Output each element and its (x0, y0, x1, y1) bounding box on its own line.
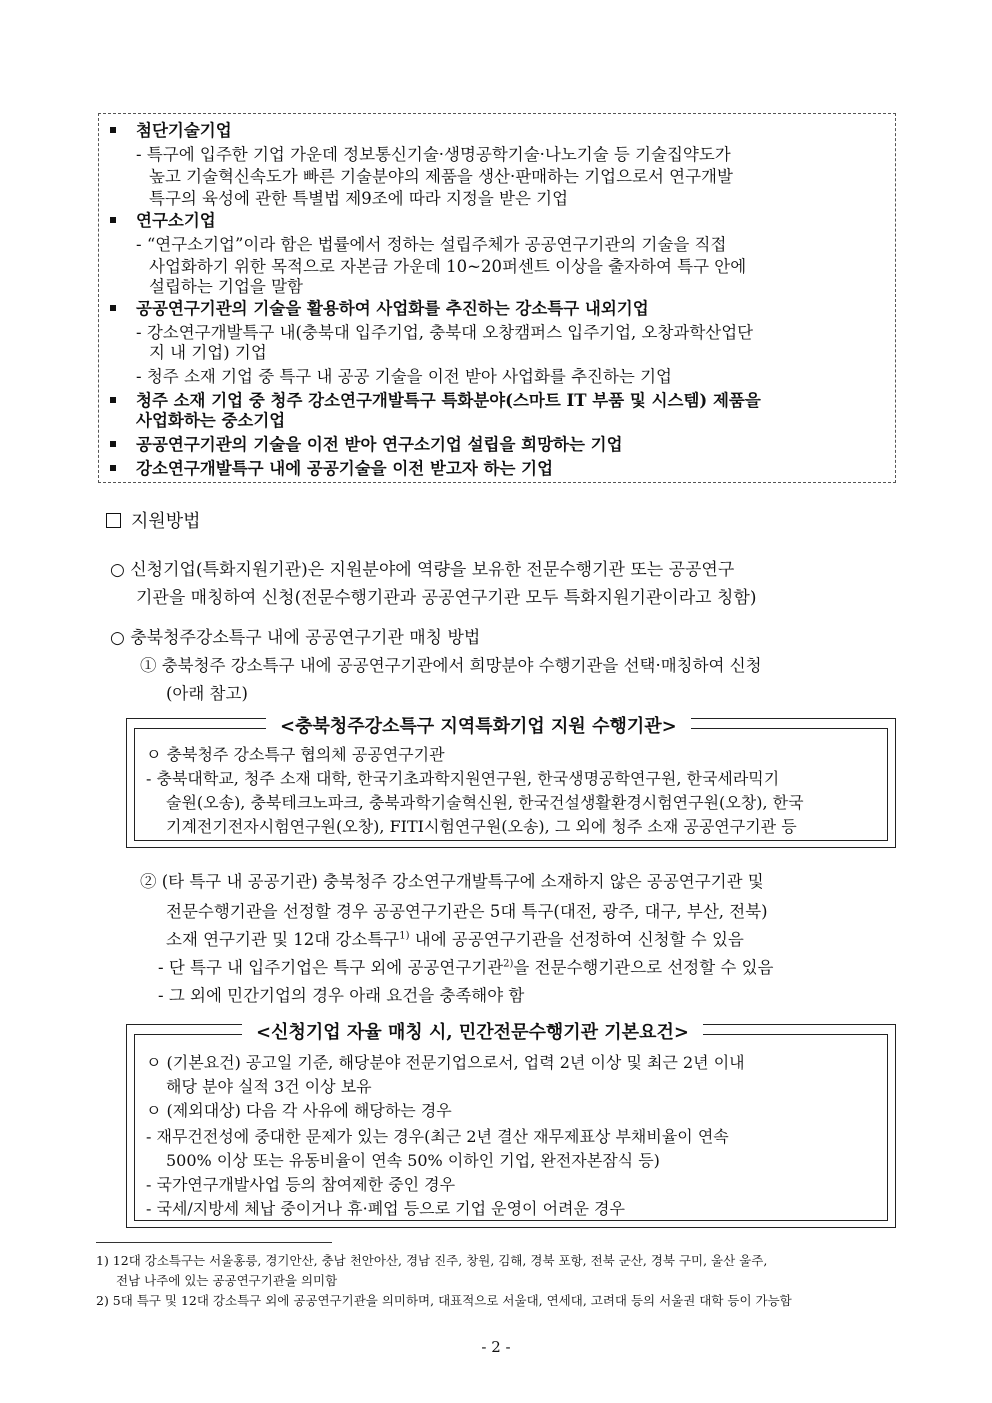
para2-line3: (아래 참고) (166, 684, 248, 703)
bullet-square-icon (110, 465, 116, 471)
frame2-line-3: - 재무건전성에 중대한 문제가 있는 경우(최근 2년 결산 재무제표상 부채비율이 연속 (146, 1127, 729, 1146)
box1-line-0: 첨단기술기업 (110, 120, 232, 141)
bullet-square-icon (110, 397, 116, 403)
para3-line3: 소재 연구기관 및 12대 강소특구$^{1)}$ 내에 공공연구기관을 선정하여 신청할 수 있음 (166, 930, 744, 949)
footnote-divider (96, 1242, 332, 1243)
para2-line2: ① 충북청주 강소특구 내에 공공연구기관에서 희망분야 수행기관을 선택·매칭하여 신청 (140, 656, 762, 675)
bullet-square-icon (110, 217, 116, 223)
para1-line1: ○ 신청기업(특화지원기관)은 지원분야에 역량을 보유한 전문수행기관 또는 공공연구 (110, 560, 735, 580)
frame2-line-1: 해당 분야 실적 3건 이상 보유 (166, 1077, 372, 1096)
box1-line-12: 청주 소재 기업 중 청주 강소연구개발특구 특화분야(스마트 IT 부품 및 시스템) 제품을 (110, 390, 761, 411)
box1-line-2: 높고 기술혁신속도가 빠른 기술분야의 제품을 생산·판매하는 기업으로서 연구개발 (149, 167, 733, 186)
box1-line-3: 특구의 육성에 관한 특별법 제9조에 따라 지정을 받은 기업 (149, 189, 569, 208)
footnote-1: 1) 12대 강소특구는 서울홍릉, 경기안산, 충남 천안아산, 경남 진주, 창원, 김해, 경북 포항, 전북 군산, 경북 구미, 울산 울주, (96, 1253, 768, 1268)
bullet-square-icon (110, 305, 116, 311)
frame1-line-2: 술원(오송), 충북테크노파크, 충북과학기술혁신원, 한국건설생활환경시험연구원(오창), 한국 (166, 793, 804, 812)
box1-line-15: 강소연구개발특구 내에 공공기술을 이전 받고자 하는 기업 (110, 458, 553, 479)
box1-line-9: - 강소연구개발특구 내(충북대 입주기업, 충북대 오창캠퍼스 입주기업, 오창과학산업단 (136, 323, 754, 342)
box1-line-8: 공공연구기관의 기술을 활용하여 사업화를 추진하는 강소특구 내외기업 (110, 298, 649, 319)
footnote-1-cont: 전남 나주에 있는 공공연구기관을 의미함 (116, 1273, 338, 1288)
box1-line-6: 사업화하기 위한 목적으로 자본금 가운데 10~20퍼센트 이상을 출자하여 특구 안에 (149, 257, 747, 276)
frame1-title: <충북청주강소특구 지역특화기업 지원 수행기관> (266, 716, 691, 738)
frame2-line-6: - 국세/지방세 체납 중이거나 휴·폐업 등으로 기업 운영이 어려운 경우 (146, 1199, 625, 1218)
box1-line-1: - 특구에 입주한 기업 가운데 정보통신기술·생명공학기술·나노기술 등 기술집약도가 (136, 145, 731, 164)
box1-line-14: 공공연구기관의 기술을 이전 받아 연구소기업 설립을 희망하는 기업 (110, 434, 623, 455)
frame2-line-0: ㅇ (기본요건) 공고일 기준, 해당분야 전문기업으로서, 업력 2년 이상 및 최근 2년 이내 (146, 1053, 745, 1072)
frame2-line-4: 500% 이상 또는 유동비율이 연속 50% 이하인 기업, 완전자본잠식 등) (166, 1151, 660, 1170)
footnote-ref-2[interactable]: 2) (503, 958, 514, 970)
box1-line-4: 연구소기업 (110, 210, 216, 231)
para1-line2: 기관을 매칭하여 신청(전문수행기관과 공공연구기관 모두 특화지원기관이라고 칭함) (136, 588, 757, 608)
para3-line1: ② (타 특구 내 공공기관) 충북청주 강소연구개발특구에 소재하지 않은 공공연구기관 및 (140, 872, 764, 891)
box1-line-10: 지 내 기업) 기업 (149, 343, 267, 362)
checkbox-square-icon (106, 513, 121, 528)
footnote-2: 2) 5대 특구 및 12대 강소특구 외에 공공연구기관을 의미하며, 대표적으로 서울대, 연세대, 고려대 등의 서울권 대학 등이 가능함 (96, 1293, 792, 1308)
footnote-ref-1[interactable]: 1) (399, 930, 410, 942)
box1-line-13: 사업화하는 중소기업 (136, 411, 286, 430)
frame1-line-3: 기계전기전자시험연구원(오창), FITI시험연구원(오송), 그 외에 청주 소재 공공연구기관 등 (166, 817, 797, 836)
box1-line-7: 설립하는 기업을 말함 (149, 277, 303, 296)
box1-line-11: - 청주 소재 기업 중 특구 내 공공 기술을 이전 받아 사업화를 추진하는 기업 (136, 367, 672, 386)
frame2-title: <신청기업 자율 매칭 시, 민간전문수행기관 기본요건> (242, 1022, 703, 1044)
para3-line4: - 단 특구 내 입주기업은 특구 외에 공공연구기관$^{2)}$을 전문수행기관으로 선정할 수 있음 (158, 958, 774, 977)
box1-line-5: - “연구소기업”이라 함은 법률에서 정하는 설립주체가 공공연구기관의 기술을 직접 (136, 235, 727, 254)
para2-line1: ○ 충북청주강소특구 내에 공공연구기관 매칭 방법 (110, 628, 481, 648)
para3-line5: - 그 외에 민간기업의 경우 아래 요건을 충족해야 함 (158, 986, 525, 1005)
frame2-line-2: ㅇ (제외대상) 다음 각 사유에 해당하는 경우 (146, 1101, 452, 1120)
frame1-line-0: ㅇ 충북청주 강소특구 협의체 공공연구기관 (146, 745, 445, 764)
bullet-square-icon (110, 127, 116, 133)
frame2-line-5: - 국가연구개발사업 등의 참여제한 중인 경우 (146, 1175, 456, 1194)
para3-line2: 전문수행기관을 선정할 경우 공공연구기관은 5대 특구(대전, 광주, 대구, 부산, 전북) (166, 902, 768, 921)
page-number: - 2 - (481, 1338, 511, 1356)
bullet-square-icon (110, 441, 116, 447)
section-title: 지원방법 (106, 510, 201, 534)
frame1-line-1: - 충북대학교, 청주 소재 대학, 한국기초과학지원연구원, 한국생명공학연구원, 한국세라믹기 (146, 769, 780, 788)
